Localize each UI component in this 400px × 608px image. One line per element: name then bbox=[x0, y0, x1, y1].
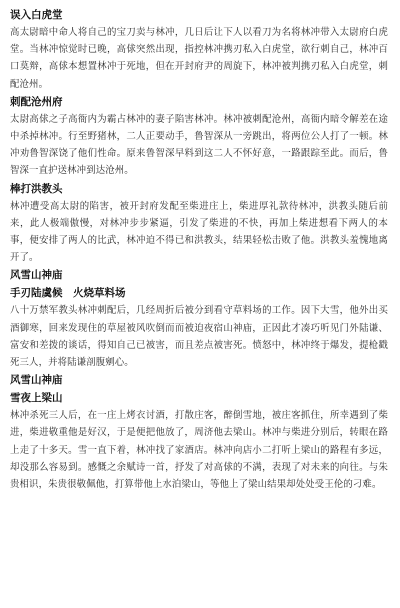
section-body-bangda-hongjiaotou: 林冲遭受高太尉的陷害，被开封府发配至柴进庄上，柴进厚礼款待林冲，洪教头随后前来，此人极端傲慢，对林冲步步紧逼，引发了柴进的不快，再加上柴进想看下两人的本事，便安排了两人的比武，林冲迫不得已和洪教头，结果轻松击败了他。洪教头羞愧地离开了。 bbox=[10, 200, 388, 264]
section-heading-bangda-hongjiaotou: 棒打洪教头 bbox=[10, 182, 63, 195]
section-body-cipei-cangzhou: 太尉高俅之子高衙内为霸占林冲的妻子陷害林冲。林冲被刺配沧州，高衙内暗令解差在途中杀掉林冲。行至野猪林，二人正要动手，鲁智深从一旁跳出，将两位公人打了一顿。林冲劝鲁智深饶了他们性命。原来鲁智深早料到这二人不怀好意，一路跟踪至此。而后，鲁智深一直护送林冲到达沧州。 bbox=[10, 113, 388, 177]
section-heading-fengxue-shanshenmiao-1: 风雪山神庙 bbox=[10, 269, 63, 282]
section-heading-wuru-baihutang: 误入白虎堂 bbox=[10, 9, 63, 21]
section-body-wuru-baihutang: 高太尉暗中命人将自己的宝刀卖与林冲，几日后让下人以看刀为名将林冲带入太尉府白虎堂。当林冲惊觉时已晚，高俅突然出现，指控林冲携刃私入白虎堂，欲行刺自己，林冲百口莫辩，高俅本想置林冲于死地，但在开封府尹的周旋下，林冲被判携刃私入白虎堂，刺配沧州。 bbox=[10, 27, 388, 90]
section-heading-shouren-luyuhou: 手刃陆虞候 火烧草料场 bbox=[10, 287, 126, 300]
section-heading-cipei-cangzhou: 刺配沧州府 bbox=[10, 95, 63, 108]
section-heading-fengxue-shanshenmiao-2: 风雪山神庙 bbox=[10, 374, 63, 387]
section-heading-xueye-shangliangshan: 雪夜上梁山 bbox=[10, 392, 63, 405]
section-body-shouren-luyuhou: 八十万禁军教头林冲刺配后，几经周折后被分到看守草料场的工作。因下大雪，他外出买酒御寒，回来发现住的草屋被风吹倒而而被迫夜宿山神庙，正因此才凑巧听见门外陆谦、富安和差拨的谈话，得知自己已被害，而且差点被害死。愤怒中，林冲终于爆发，提枪戳死三人，并将陆谦剖腹剜心。 bbox=[10, 305, 388, 369]
section-body-xueye-shangliangshan: 林冲杀死三人后，在一庄上烤衣讨酒，打散庄客，醉倒雪地，被庄客抓住，所幸遇到了柴进，柴进敬重他是好汉，于是便把他放了，周济他去梁山。林冲与柴进分别后，转眼在路上走了十多天。雪一直下着，林冲找了家酒店。林冲向店小二打听上梁山的路程有多远，却没那么容易到。感慨之余赋诗一首，抒发了对高俅的不满，表现了对未来的向往。与朱贵相识，朱贵很敬佩他，打算带他上水泊梁山，等他上了梁山结果却处处受王伦的刁难。 bbox=[10, 410, 388, 491]
